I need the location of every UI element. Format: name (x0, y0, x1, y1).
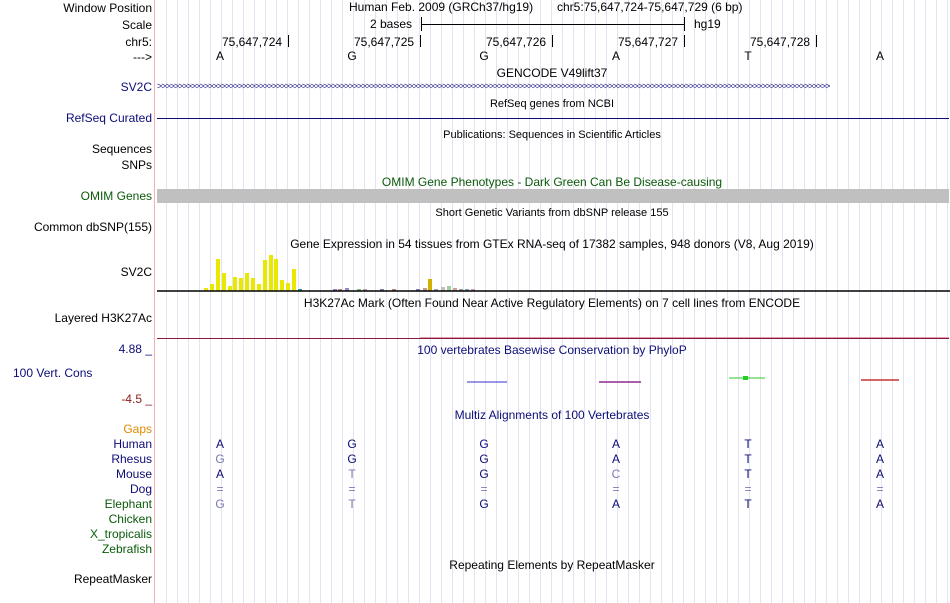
species-label-mouse[interactable]: Mouse (115, 467, 152, 481)
species-label-chicken[interactable]: Chicken (108, 512, 152, 526)
aligned-base: = (744, 482, 752, 496)
aligned-base: = (348, 482, 356, 496)
ruler-tick (420, 35, 421, 47)
gtex-tissue-bar[interactable] (257, 284, 261, 291)
scale-bar-right-cap (684, 17, 685, 31)
species-label-elephant[interactable]: Elephant (104, 497, 152, 511)
reference-base: G (347, 49, 357, 63)
species-label-zebrafish[interactable]: Zebrafish (101, 542, 152, 556)
gencode-track-title[interactable]: GENCODE V49lift37 (496, 66, 608, 80)
ruler-position-label: 75,647,725 (354, 35, 415, 49)
aligned-base: C (611, 467, 621, 481)
omim-track-title[interactable]: OMIM Gene Phenotypes - Dark Green Can Be Disease-causing (381, 175, 723, 189)
aligned-base: A (215, 467, 225, 481)
aligned-base: G (215, 497, 225, 511)
scale-db: hg19 (694, 17, 721, 31)
aligned-base: T (744, 497, 752, 511)
reference-base: A (215, 49, 225, 63)
aligned-base: G (347, 452, 357, 466)
aligned-base: A (215, 437, 225, 451)
aligned-base: A (875, 452, 885, 466)
ruler-position-label: 75,647,728 (750, 35, 811, 49)
strand-label: ---> (133, 50, 152, 64)
sequences-label[interactable]: Sequences (91, 142, 152, 156)
aligned-base: A (875, 437, 885, 451)
species-label-rhesus[interactable]: Rhesus (111, 452, 152, 466)
scale-label: Scale (121, 18, 152, 32)
common-dbsnp-label[interactable]: Common dbSNP(155) (33, 220, 152, 234)
refseq-track-title[interactable]: RefSeq genes from NCBI (489, 98, 615, 110)
gtex-tissue-bar[interactable] (292, 269, 296, 291)
gtex-tissue-bar[interactable] (245, 273, 249, 291)
aligned-base: T (348, 497, 356, 511)
species-label-x_tropicalis[interactable]: X_tropicalis (89, 527, 152, 541)
position-label[interactable]: chr5:75,647,724-75,647,729 (6 bp) (557, 0, 743, 14)
cons-min-label: -4.5 _ (121, 392, 152, 406)
gtex-tissue-bar[interactable] (274, 259, 278, 291)
gtex-tissue-bar[interactable] (251, 278, 255, 291)
aligned-base: T (744, 437, 752, 451)
repeatmasker-track-title[interactable]: Repeating Elements by RepeatMasker (449, 558, 655, 572)
ruler-position-label: 75,647,727 (618, 35, 679, 49)
gtex-tissue-bar[interactable] (269, 255, 273, 291)
species-label-dog[interactable]: Dog (129, 482, 152, 496)
h3k27ac-label[interactable]: Layered H3K27Ac (54, 311, 152, 325)
aligned-base: G (479, 437, 489, 451)
aligned-base: G (215, 452, 225, 466)
label-separator (154, 0, 155, 603)
reference-base: A (875, 49, 885, 63)
aligned-base: T (744, 452, 752, 466)
species-label-human[interactable]: Human (113, 437, 152, 451)
aligned-base: A (611, 497, 621, 511)
refseq-label[interactable]: RefSeq Curated (65, 111, 152, 125)
aligned-base: = (216, 482, 224, 496)
scale-text: 2 bases (370, 17, 413, 31)
snps-label[interactable]: SNPs (121, 158, 152, 172)
omim-label[interactable]: OMIM Genes (80, 189, 152, 203)
gtex-track-title[interactable]: Gene Expression in 54 tissues from GTEx RNA-seq of 17382 samples, 948 donors (V8, Aug 2019) (290, 237, 814, 251)
cons-track-label[interactable]: 100 Vert. Cons (13, 366, 93, 380)
gtex-tissue-bar[interactable] (222, 273, 226, 291)
aligned-base: A (875, 497, 885, 511)
aligned-base: = (480, 482, 488, 496)
gencode-gene-label[interactable]: SV2C (120, 80, 152, 94)
aligned-base: A (611, 437, 621, 451)
assembly-label: Human Feb. 2009 (GRCh37/hg19) (349, 0, 534, 14)
h3k27ac-baseline (157, 338, 949, 339)
reference-base: G (479, 49, 489, 63)
gtex-tissue-bar[interactable] (263, 260, 267, 291)
multiz-track-title[interactable]: Multiz Alignments of 100 Vertebrates (454, 408, 650, 422)
dbsnp-track-title[interactable]: Short Genetic Variants from dbSNP release 155 (435, 207, 669, 219)
gtex-tissue-bar[interactable] (233, 277, 237, 291)
ruler-tick (552, 35, 553, 47)
ruler-position-label: 75,647,724 (222, 35, 283, 49)
scale-bar (421, 24, 684, 25)
aligned-base: T (348, 467, 356, 481)
publications-track-title[interactable]: Publications: Sequences in Scientific Articles (443, 129, 661, 141)
phylop-track-title[interactable]: 100 vertebrates Basewise Conservation by PhyloP (417, 343, 687, 357)
repeatmasker-label[interactable]: RepeatMasker (73, 572, 152, 586)
aligned-base: A (875, 467, 885, 481)
gaps-label[interactable]: Gaps (123, 422, 152, 436)
aligned-base: G (479, 497, 489, 511)
gtex-tissue-bar[interactable] (216, 259, 220, 291)
gencode-gene-feature[interactable]: >>>>>>>>>>>>>>>>>>>>>>>>>>>>>>>>>>>>>>>>>>>>>>>>>>>>>>>>>>>>>>>>>>>>>>>>>>>>>>>>>>>>>>>>>>>>>>>>>>>>>>>>>>>>>>>>>>>>>>>>>>>>>>>>>>>>>>>>>>>>>>>>>>>>>>>>>>>>>> (157, 81, 830, 91)
h3k27ac-track-title[interactable]: H3K27Ac Mark (Often Found Near Active Regulatory Elements) on 7 cell lines from ENCODE (303, 296, 801, 310)
reference-base: T (744, 49, 752, 63)
aligned-base: = (612, 482, 620, 496)
gtex-expression-plot[interactable] (157, 250, 950, 294)
h3k27ac-signal (420, 337, 949, 338)
reference-base: A (611, 49, 621, 63)
aligned-base: A (611, 452, 621, 466)
gtex-tissue-bar[interactable] (286, 283, 290, 291)
aligned-base: G (479, 452, 489, 466)
gtex-tissue-bar[interactable] (280, 280, 284, 291)
aligned-base: T (744, 467, 752, 481)
refseq-gene-feature[interactable] (157, 118, 949, 119)
aligned-base: = (876, 482, 884, 496)
phylop-plot[interactable] (157, 370, 950, 390)
aligned-base: G (479, 467, 489, 481)
chrom-label: chr5: (125, 35, 152, 49)
scale-bar-left-cap (421, 17, 422, 31)
ruler-tick (816, 35, 817, 47)
gtex-gene-label[interactable]: SV2C (120, 265, 152, 279)
ruler-position-label: 75,647,726 (486, 35, 547, 49)
gtex-tissue-bar[interactable] (428, 279, 432, 291)
aligned-base: G (347, 437, 357, 451)
gtex-tissue-bar[interactable] (239, 278, 243, 291)
cons-max-label: 4.88 _ (118, 342, 152, 356)
omim-feature-bar[interactable] (157, 189, 949, 203)
window-position-label: Window Position (63, 1, 152, 15)
ruler-tick (684, 35, 685, 47)
ruler-tick (288, 35, 289, 47)
gtex-tissue-bar[interactable] (210, 284, 214, 291)
